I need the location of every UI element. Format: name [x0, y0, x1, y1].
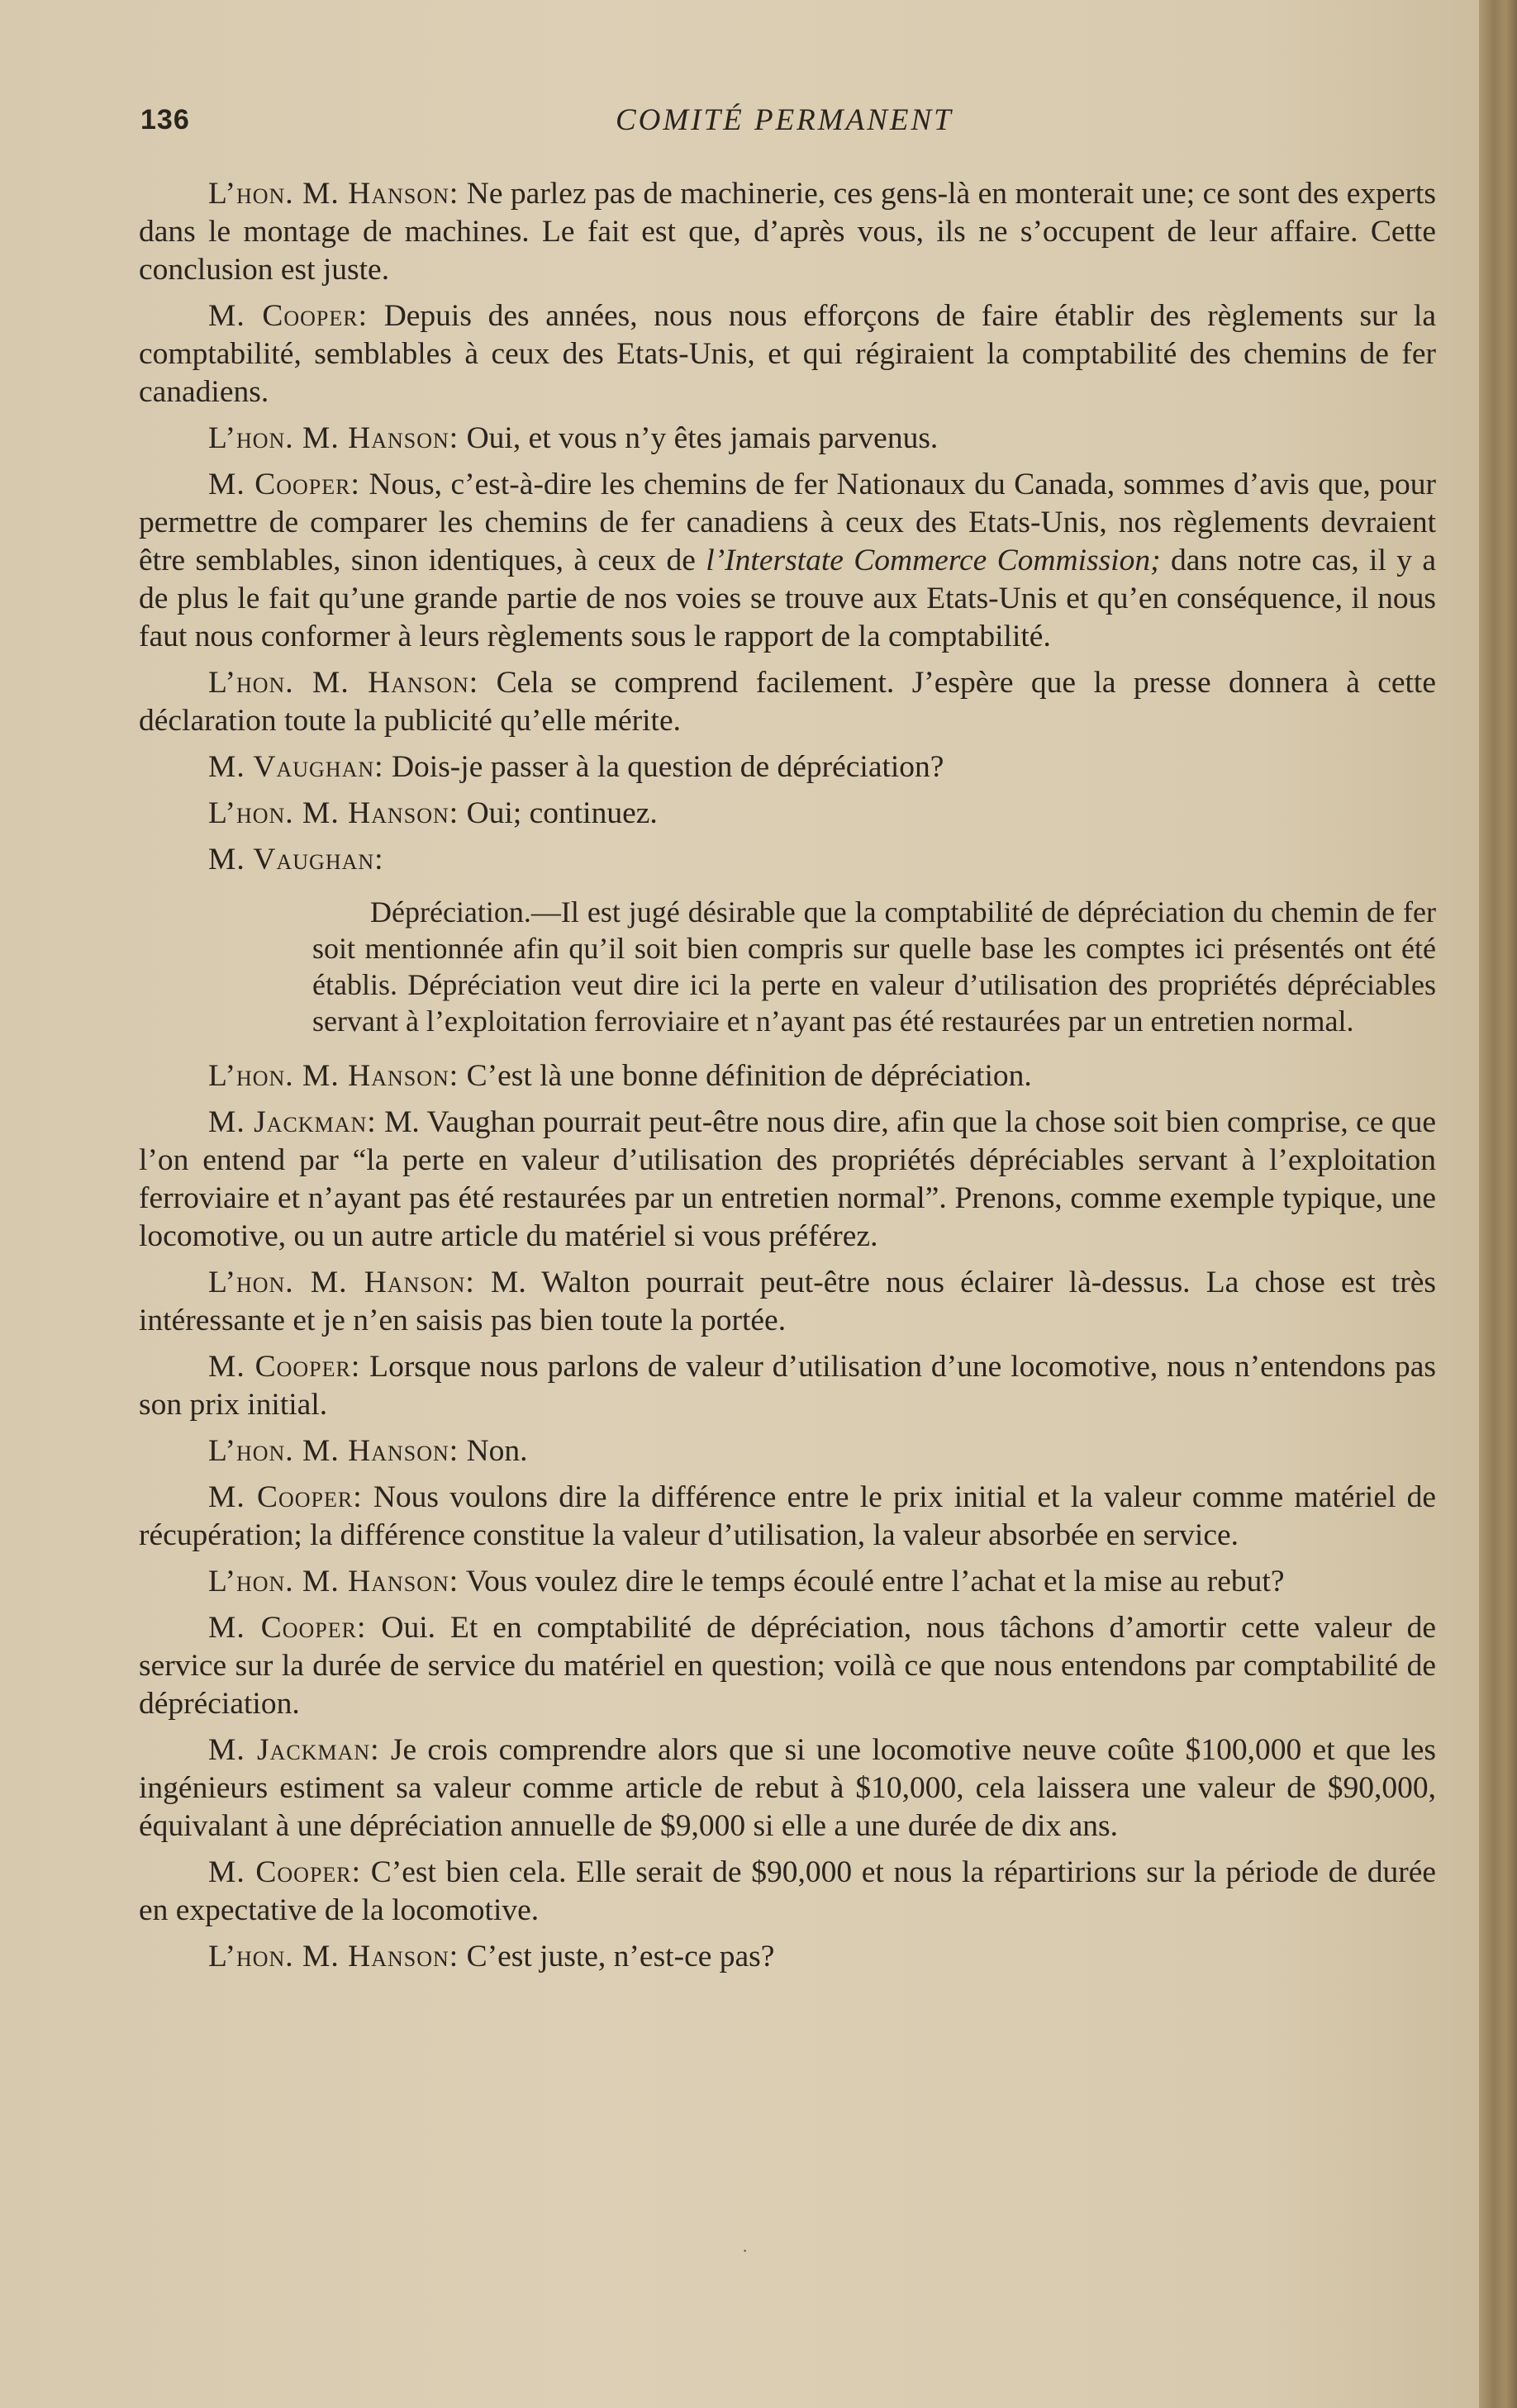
binding-edge [1479, 0, 1517, 2408]
paragraph [139, 1264, 1436, 1340]
paragraph [139, 748, 1436, 786]
paragraph [139, 1854, 1436, 1930]
speaker-name: L’hon. M. Hanson: [208, 177, 459, 211]
paragraph [139, 795, 1436, 833]
speaker-name: L’hon. M. Hanson: [208, 1434, 459, 1468]
speech-text: Cela se comprend facilement. J’espère que la presse donnera à cette déclaration toute la publicité qu’elle mérite. [139, 666, 1436, 738]
speaker-name: M. Cooper: [208, 1855, 362, 1889]
speaker-name: M. Vaughan: [208, 843, 384, 876]
paragraph [139, 1432, 1436, 1470]
speaker-name: M. Jackman: [208, 1105, 377, 1139]
paragraph [139, 1479, 1436, 1555]
paragraph [139, 1057, 1436, 1095]
speech-text: Oui, et vous n’y êtes jamais parvenus. [459, 421, 939, 455]
speech-text: C’est bien cela. Elle serait de $90,000 et nous la répartirions sur la période de durée en expectative de la locomotive. [139, 1855, 1436, 1927]
paragraph [139, 420, 1436, 458]
paragraph [139, 175, 1436, 289]
speaker-name: L’hon. M. Hanson: [208, 666, 479, 700]
speech-text: C’est là une bonne définition de dépréciation. [459, 1059, 1032, 1093]
paragraph [139, 466, 1436, 656]
paragraph [139, 1731, 1436, 1845]
speech-text: M. Walton pourrait peut-être nous éclairer là-dessus. La chose est très intéressante et je n’en saisis pas bien toute la portée. [139, 1266, 1436, 1337]
page-header [140, 99, 1429, 149]
paragraph [139, 841, 1436, 879]
paragraph [139, 1104, 1436, 1256]
speech-text: Lorsque nous parlons de valeur d’utilisation d’une locomotive, nous n’entendons pas son prix initial. [139, 1350, 1437, 1422]
speech-text: Depuis des années, nous nous efforçons de faire établir des règlements sur la comptabilité, semblables à ceux des Etats-Unis, et qui régiraient la comptabilité des chemins de fer canadiens. [139, 299, 1436, 409]
speech-text: Dois-je passer à la question de dépréciation? [383, 750, 944, 784]
paragraph [139, 664, 1436, 740]
print-speck: · [742, 2240, 749, 2261]
speech-text: M. Vaughan pourrait peut-être nous dire, afin que la chose soit bien comprise, ce que l’on entend par “la perte en valeur d’utilisation des propriétés dépréciables servant à l’exploitation ferroviaire et n’ayant pas été restaurées par un entretien normal”. Prenons, comme exemple typique, une locomotive, ou un autre article du matériel si vous préférez. [139, 1105, 1436, 1253]
speaker-name: L’hon. M. Hanson: [208, 796, 459, 830]
speech-text: Nous, c’est-à-dire les chemins de fer Nationaux du Canada, sommes d’avis que, pour permettre de comparer les chemins de fer canadiens à ceux des Etats-Unis, nos règlements devraient être semblables, sinon identiques, à ceux de [139, 468, 1437, 577]
paragraph [139, 1348, 1436, 1424]
page-number: 136 [140, 104, 190, 135]
speaker-name: L’hon. M. Hanson: [208, 421, 459, 455]
page-body [139, 175, 1436, 1984]
speaker-name: L’hon. M. Hanson: [208, 1940, 459, 1973]
speaker-name: M. Cooper: [208, 1480, 363, 1514]
speech-text: Ne parlez pas de machinerie, ces gens-là en monterait une; ce sont des experts dans le montage de machines. Le fait est que, d’après vous, ils ne s’occupent de leur affaire. Cette conclusion est juste. [139, 177, 1436, 287]
paragraph [139, 297, 1436, 411]
paragraph [139, 1938, 1436, 1976]
speech-text-after: dans notre cas, il y a de plus le fait qu’une grande partie de nos voies se trouve aux Etats-Unis et qu’en conséquence, il nous faut nous conformer à leurs règlements sous le rapport de la comptabilité. [139, 544, 1436, 653]
speaker-name: M. Vaughan: [208, 750, 384, 784]
speaker-name: L’hon. M. Hanson: [208, 1565, 459, 1598]
speech-text: C’est juste, n’est-ce pas? [459, 1940, 775, 1973]
speech-text: Vous voulez dire le temps écoulé entre l’achat et la mise au rebut? [459, 1565, 1285, 1598]
speaker-name: M. Cooper: [208, 1611, 367, 1645]
quote-text: Dépréciation.—Il est jugé désirable que la comptabilité de dépréciation du chemin de fer soit mentionnée afin qu’il soit bien compris sur quelle base les comptes ici présentés ont été établis. Dépréciation veut dire ici la perte en valeur d’utilisation des propriétés dépréciables servant à l’exploitation ferroviaire et n’ayant pas été restaurées par un entretien normal. [312, 895, 1436, 1038]
paragraph [139, 1563, 1436, 1601]
speaker-name: M. Cooper: [208, 468, 360, 501]
speaker-name: M. Jackman: [208, 1733, 380, 1767]
speaker-name: L’hon. M. Hanson: [208, 1266, 475, 1299]
speaker-name: L’hon. M. Hanson: [208, 1059, 459, 1093]
block-quote [312, 894, 1436, 1039]
speaker-name: M. Cooper: [208, 299, 369, 333]
speech-italic: l’Interstate Commerce Commission; [706, 544, 1161, 577]
speaker-name: M. Cooper: [208, 1350, 361, 1384]
speech-text: Je crois comprendre alors que si une locomotive neuve coûte $100,000 et que les ingénieurs estiment sa valeur comme article de rebut à $10,000, cela laissera une valeur de $90,000, équivalant à une dépréciation annuelle de $9,000 si elle a une durée de dix ans. [139, 1733, 1437, 1843]
running-title: COMITÉ PERMANENT [616, 103, 953, 137]
speech-text: Oui; continuez. [459, 796, 658, 830]
paragraph [139, 1609, 1436, 1723]
speech-text: Oui. Et en comptabilité de dépréciation, nous tâchons d’amortir cette valeur de service sur la durée de service du matériel en question; voilà ce que nous entendons par comptabilité de dépréciation. [139, 1611, 1436, 1721]
speech-text: Non. [459, 1434, 528, 1468]
speech-text: Nous voulons dire la différence entre le prix initial et la valeur comme matériel de récupération; la différence constitue la valeur d’utilisation, la valeur absorbée en service. [139, 1480, 1437, 1552]
